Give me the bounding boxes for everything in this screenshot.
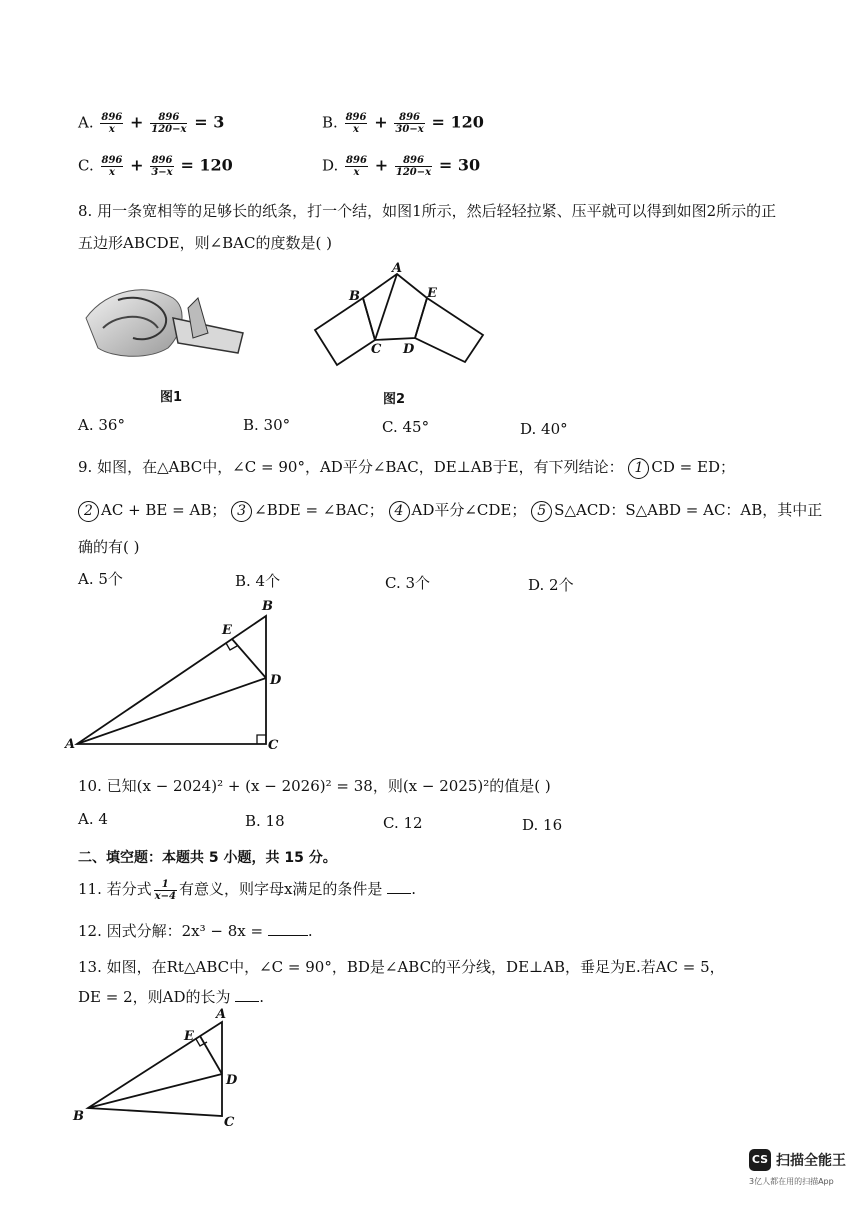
q8-stem-line1: 8. 用一条宽相等的足够长的纸条，打一个结，如图1所示，然后轻轻拉紧、压平就可以得到如图2所示的正 [78,202,777,220]
q13-answer-blank[interactable] [235,1001,259,1002]
q13-fig-label-b: B [73,1109,84,1124]
q8-stem-line2: 五边形ABCDE，则∠BAC的度数是( ) [78,234,332,252]
q8-option-c: C. 45° [382,418,430,436]
q9-option-d: D. 2个 [528,576,574,594]
q9-conclusion-3: ∠BDE = ∠BAC； [254,501,384,519]
q9-fig-label-b: B [262,599,273,614]
q12-stem: 12. 因式分解：2x³ − 8x = . [78,922,313,940]
q13-fig-label-e: E [184,1029,194,1044]
q7-option-b: B. $\frac{896}{x}$ + $\frac{896}{30-x}$ = 120 [322,112,484,135]
q9-conclusion-1: CD = ED； [651,458,735,476]
q7-option-d: D. $\frac{896}{x}$ + $\frac{896}{120-x}$ = 30 [322,155,481,178]
q8-option-a: A. 36° [78,416,125,434]
camscanner-subtitle: 3亿人都在用的扫描App [749,1177,834,1186]
q9-conclusion-1-marker: 1 [628,458,649,479]
q13-fig-label-d: D [226,1073,238,1088]
q9-option-c: C. 3个 [385,574,431,592]
q12-answer-blank[interactable] [268,935,308,936]
q10-option-c: C. 12 [383,814,423,832]
q8-figure-2-pentagon [305,260,495,372]
q8-option-d: D. 40° [520,420,568,438]
q9-fig-label-a: A [65,737,76,752]
fig2-label-c: C [371,342,382,357]
q9-conclusion-2: AC + BE = AB； [101,501,227,519]
q7-option-a: A. $\frac{896}{x}$ + $\frac{896}{120-x}$ = 3 [78,112,225,135]
q8-figure-1-caption: 图1 [160,390,183,405]
q9-fig-label-e: E [222,623,232,638]
q9-stem-text: 9. 如图，在△ABC中，∠C = 90°，AD平分∠BAC，DE⊥AB于E，有下列结论： [78,458,624,476]
q13-fig-label-a: A [216,1007,227,1022]
fig2-label-d: D [403,342,415,357]
q11-stem: 11. 若分式 $\frac{1}{x-4}$ 有意义，则字母x满足的条件是 . [78,878,416,902]
q9-fig-label-c: C [268,738,279,753]
q12-text: 12. 因式分解：2x³ − 8x = [78,922,264,940]
fig2-label-e: E [427,286,437,301]
q7-option-c: C. $\frac{896}{x}$ + $\frac{896}{3-x}$ = 120 [78,155,233,178]
q9-option-a: A. 5个 [78,570,123,588]
q13-text: DE = 2，则AD的长为 [78,988,231,1006]
q9-stem-line2 [78,499,822,522]
q9-stem-line1 [78,456,735,479]
q9-option-b: B. 4个 [235,572,281,590]
camscanner-title: 扫描全能王 [776,1153,846,1169]
q10-option-b: B. 18 [245,812,285,830]
q9-stem-line3: 确的有( ) [78,538,140,556]
q11-answer-blank[interactable] [387,893,411,894]
q10-stem: 10. 已知(x − 2024)² + (x − 2026)² = 38，则(x − 2025)²的值是( ) [78,777,551,795]
camscanner-logo: CS [749,1149,771,1171]
q9-conclusion-5-marker: 5 [531,501,552,522]
q9-fig-label-d: D [270,673,282,688]
q8-figure-1-knot [78,278,258,368]
q9-conclusion-4-marker: 4 [389,501,410,522]
q9-conclusion-3-marker: 3 [231,501,252,522]
q9-conclusion-5: S△ACD：S△ABD = AC：AB，其中正 [554,501,823,519]
q13-fig-label-c: C [224,1115,235,1128]
q10-option-d: D. 16 [522,816,563,834]
q9-conclusion-2-marker: 2 [78,501,99,522]
q11-text-pre: 11. 若分式 [78,880,152,898]
q9-triangle-figure [62,596,292,756]
q10-option-a: A. 4 [78,810,108,828]
q13-triangle-figure [70,1004,250,1128]
q11-fraction: $\frac{1}{x-4}$ [154,878,176,902]
q8-option-b: B. 30° [243,416,291,434]
fig2-label-a: A [392,261,403,276]
q8-figure-2-caption: 图2 [383,392,406,407]
q13-stem-line1: 13. 如图，在Rt△ABC中，∠C = 90°，BD是∠ABC的平分线，DE⊥AB，垂足为E.若AC = 5， [78,958,725,976]
section-2-heading: 二、填空题：本题共 5 小题，共 15 分。 [78,850,337,866]
q9-conclusion-4: AD平分∠CDE； [411,501,527,519]
q11-text-post: 有意义，则字母x满足的条件是 [178,880,383,898]
fig2-label-b: B [349,289,360,304]
q13-stem-line2: DE = 2，则AD的长为 . [78,988,265,1006]
